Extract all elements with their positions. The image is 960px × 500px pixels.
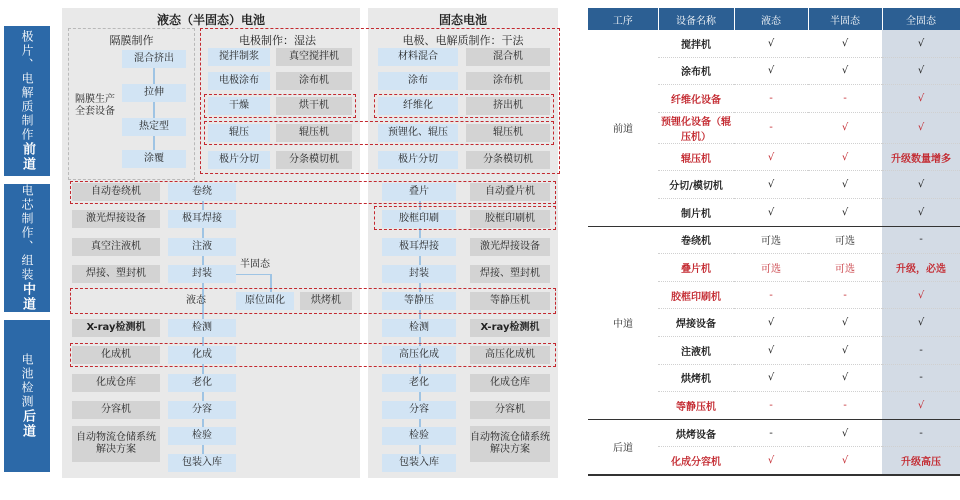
liquid-title: 液态（半固态）电池 [156,13,265,27]
device-cell: 注液机 [658,336,734,364]
formation-highlight [70,343,556,367]
liquid-mid-step-4: 封装 [168,265,236,283]
th-semi: 半固态 [808,8,882,30]
semi-cell: √ [808,57,882,85]
liquid-mid-equip-4: 焊接、塑封机 [72,265,160,283]
semi-cell: √ [808,30,882,57]
solid-electrode-step-3: 纤维化 [378,97,458,115]
device-cell: 化成分容机 [658,447,734,475]
solid-mid-equip-5: 等静压机 [470,292,550,310]
full-cell: - [882,364,960,392]
semi-cell: - [808,392,882,420]
device-cell: 烘烤设备 [658,419,734,447]
full-cell: √ [882,171,960,199]
liquid-back-equip-3: 化成仓库 [72,374,160,392]
solid-electrode-step-2: 涂布 [378,72,458,90]
liquid-electrode-equip-2: 涂布机 [276,72,352,90]
dry-highlight-liquid [204,94,356,118]
solid-title: 固态电池 [438,13,487,27]
liquid-back-equip-1: X-ray检测机 [72,319,160,337]
liquid-back-equip-2: 化成机 [72,346,160,364]
stage-back-label: 电池检测 [20,353,34,409]
stage-front [4,26,50,176]
separator-title: 隔膜制作 [109,34,154,47]
solid-electrode-step-1: 材料混合 [378,48,458,66]
roll-highlight [204,121,554,145]
semi-cell: 可选 [808,254,882,282]
solid-back-equip-2: 高压化成机 [470,346,550,364]
device-cell: 预锂化设备（辊压机） [658,112,734,143]
liquid-cell: - [734,112,808,143]
liquid-cell: √ [734,309,808,337]
solid-back-equip-1: X-ray检测机 [470,319,550,337]
stage-back-sub: 后道 [20,409,35,439]
separator-step-1: 混合挤出 [122,50,186,68]
liquid-cell: 可选 [734,254,808,282]
device-cell: 烘烤机 [658,364,734,392]
liquid-mid-equip-2: 激光焊接设备 [72,210,160,228]
stage-mid [4,184,50,312]
liquid-electrode-equip-5: 分条模切机 [276,151,352,169]
full-cell: √ [882,57,960,85]
liquid-electrode-step-2: 电极涂布 [208,72,270,90]
device-cell: 涂布机 [658,57,734,85]
solid-mid-step-4: 封装 [382,265,456,283]
full-cell: - [882,336,960,364]
semi-cell: √ [808,198,882,226]
liquid-formation-label: 液态 [186,295,206,306]
baking-machine: 烘烤机 [300,292,352,310]
th-liquid: 液态 [734,8,808,30]
liquid-electrode-step-3: 干燥 [208,97,270,115]
liquid-electrode-equip-4: 辊压机 [276,124,352,142]
solid-electrode-title: 电极、电解质制作：干法 [402,34,524,47]
device-cell: 焊接设备 [658,309,734,337]
liquid-mid-equip-1: 自动卷绕机 [72,183,160,201]
liquid-cell: √ [734,57,808,85]
liquid-cell: - [734,85,808,113]
liquid-back-equip-5: 自动物流仓储系统解决方案 [72,426,160,462]
device-cell: 制片机 [658,198,734,226]
separator-step-2: 拉伸 [122,84,186,102]
full-cell: 升级数量增多 [882,143,960,171]
semi-cell: √ [808,447,882,475]
process-cell: 后道 [588,419,658,475]
table-body [588,30,960,475]
stage-front-label: 极片、电解质制作 [20,30,34,142]
device-cell: 胶框印刷机 [658,281,734,309]
liquid-electrode-equip-1: 真空搅拌机 [276,48,352,66]
liquid-back-equip-4: 分容机 [72,401,160,419]
full-cell: - [882,226,960,254]
semi-cell: - [808,281,882,309]
solid-electrode-equip-1: 混合机 [466,48,550,66]
device-cell: 搅拌机 [658,30,734,57]
liquid-cell: √ [734,336,808,364]
liquid-cell: √ [734,198,808,226]
solid-back-step-4: 分容 [382,401,456,419]
winding-stacking-highlight [70,181,556,204]
solid-back-step-2: 高压化成 [382,346,456,364]
liquid-mid-step-1: 卷绕 [168,183,236,201]
liquid-cell: √ [734,143,808,171]
in-situ-cure: 原位固化 [236,292,294,310]
liquid-pack: 包装入库 [168,454,236,472]
table-row [588,226,960,254]
liquid-back-step-1: 检测 [168,319,236,337]
solid-electrode-equip-3: 挤出机 [466,97,550,115]
solid-back-equip-5: 自动物流仓储系统解决方案 [470,426,550,462]
full-cell: 升级高压 [882,447,960,475]
liquid-mid-step-2: 极耳焊接 [168,210,236,228]
th-device: 设备名称 [658,8,734,30]
liquid-electrode-step-5: 极片分切 [208,151,270,169]
liquid-back-step-4: 分容 [168,401,236,419]
full-cell: √ [882,392,960,420]
full-cell: √ [882,85,960,113]
full-cell: √ [882,281,960,309]
solid-mid-equip-2: 胶框印刷机 [470,210,550,228]
liquid-back-step-5: 检验 [168,427,236,445]
liquid-mid-step-3: 注液 [168,238,236,256]
process-cell: 中道 [588,226,658,419]
liquid-electrode-step-4: 辊压 [208,124,270,142]
semi-branch-line [236,274,272,275]
stage-back [4,320,50,472]
solid-electrode-equip-2: 涂布机 [466,72,550,90]
solid-mid-step-5: 等静压 [382,292,456,310]
solid-back-step-1: 检测 [382,319,456,337]
th-full: 全固态 [882,8,960,30]
table-row [588,419,960,447]
solid-mid-step-3: 极耳焊接 [382,238,456,256]
solid-electrode-step-5: 极片分切 [378,151,458,169]
liquid-cell: √ [734,364,808,392]
separator-equipment: 隔膜生产全套设备 [75,94,115,117]
press-highlight [70,288,556,314]
device-cell: 叠片机 [658,254,734,282]
solid-back-step-5: 检验 [382,427,456,445]
solid-pack: 包装入库 [382,454,456,472]
semi-cell: √ [808,336,882,364]
solid-electrode-equip-4: 辊压机 [466,124,550,142]
table-row [588,30,960,57]
solid-back-step-3: 老化 [382,374,456,392]
liquid-cell: - [734,281,808,309]
liquid-cell: √ [734,171,808,199]
liquid-cell: √ [734,447,808,475]
liquid-cell: - [734,392,808,420]
full-cell: 升级，必选 [882,254,960,282]
full-cell: √ [882,198,960,226]
equipment-table [588,8,960,476]
stage-mid-sub: 中道 [20,282,35,312]
liquid-electrode-equip-3: 烘干机 [276,97,352,115]
frame-print-highlight [374,206,556,230]
solid-mid-equip-3: 激光焊接设备 [470,238,550,256]
solid-electrode-step-4: 预锂化、辊压 [378,124,458,142]
liquid-cell: √ [734,30,808,57]
full-cell: √ [882,30,960,57]
liquid-electrode-step-1: 搅拌制浆 [208,48,270,66]
solid-back-equip-4: 分容机 [470,401,550,419]
semi-cell: √ [808,419,882,447]
fiber-highlight-solid [374,94,554,118]
liquid-cell: - [734,419,808,447]
liquid-mid-equip-3: 真空注液机 [72,238,160,256]
semi-cell: √ [808,364,882,392]
full-cell: √ [882,112,960,143]
device-cell: 纤维化设备 [658,85,734,113]
liquid-back-step-3: 老化 [168,374,236,392]
semi-cell: √ [808,112,882,143]
semi-cell: 可选 [808,226,882,254]
th-process: 工序 [588,8,658,30]
full-cell: - [882,419,960,447]
separator-step-3: 热定型 [122,118,186,136]
semi-solid-label: 半固态 [240,259,270,270]
solid-mid-equip-4: 焊接、塑封机 [470,265,550,283]
liquid-back-step-2: 化成 [168,346,236,364]
liquid-cell: 可选 [734,226,808,254]
solid-mid-equip-1: 自动叠片机 [470,183,550,201]
solid-mid-step-2: 胶框印刷 [382,210,456,228]
semi-cell: √ [808,171,882,199]
device-cell: 辊压机 [658,143,734,171]
device-cell: 分切/模切机 [658,171,734,199]
semi-cell: √ [808,143,882,171]
device-cell: 卷绕机 [658,226,734,254]
semi-cell: √ [808,309,882,337]
full-cell: √ [882,309,960,337]
separator-step-4: 涂覆 [122,150,186,168]
solid-mid-step-1: 叠片 [382,183,456,201]
solid-electrode-equip-5: 分条模切机 [466,151,550,169]
solid-back-equip-3: 化成仓库 [470,374,550,392]
liquid-electrode-title: 电极制作：湿法 [239,34,316,47]
device-cell: 等静压机 [658,392,734,420]
stage-mid-label: 电芯制作、组装 [20,184,34,282]
stage-front-sub: 前道 [20,142,35,172]
process-cell: 前道 [588,30,658,226]
semi-cell: - [808,85,882,113]
